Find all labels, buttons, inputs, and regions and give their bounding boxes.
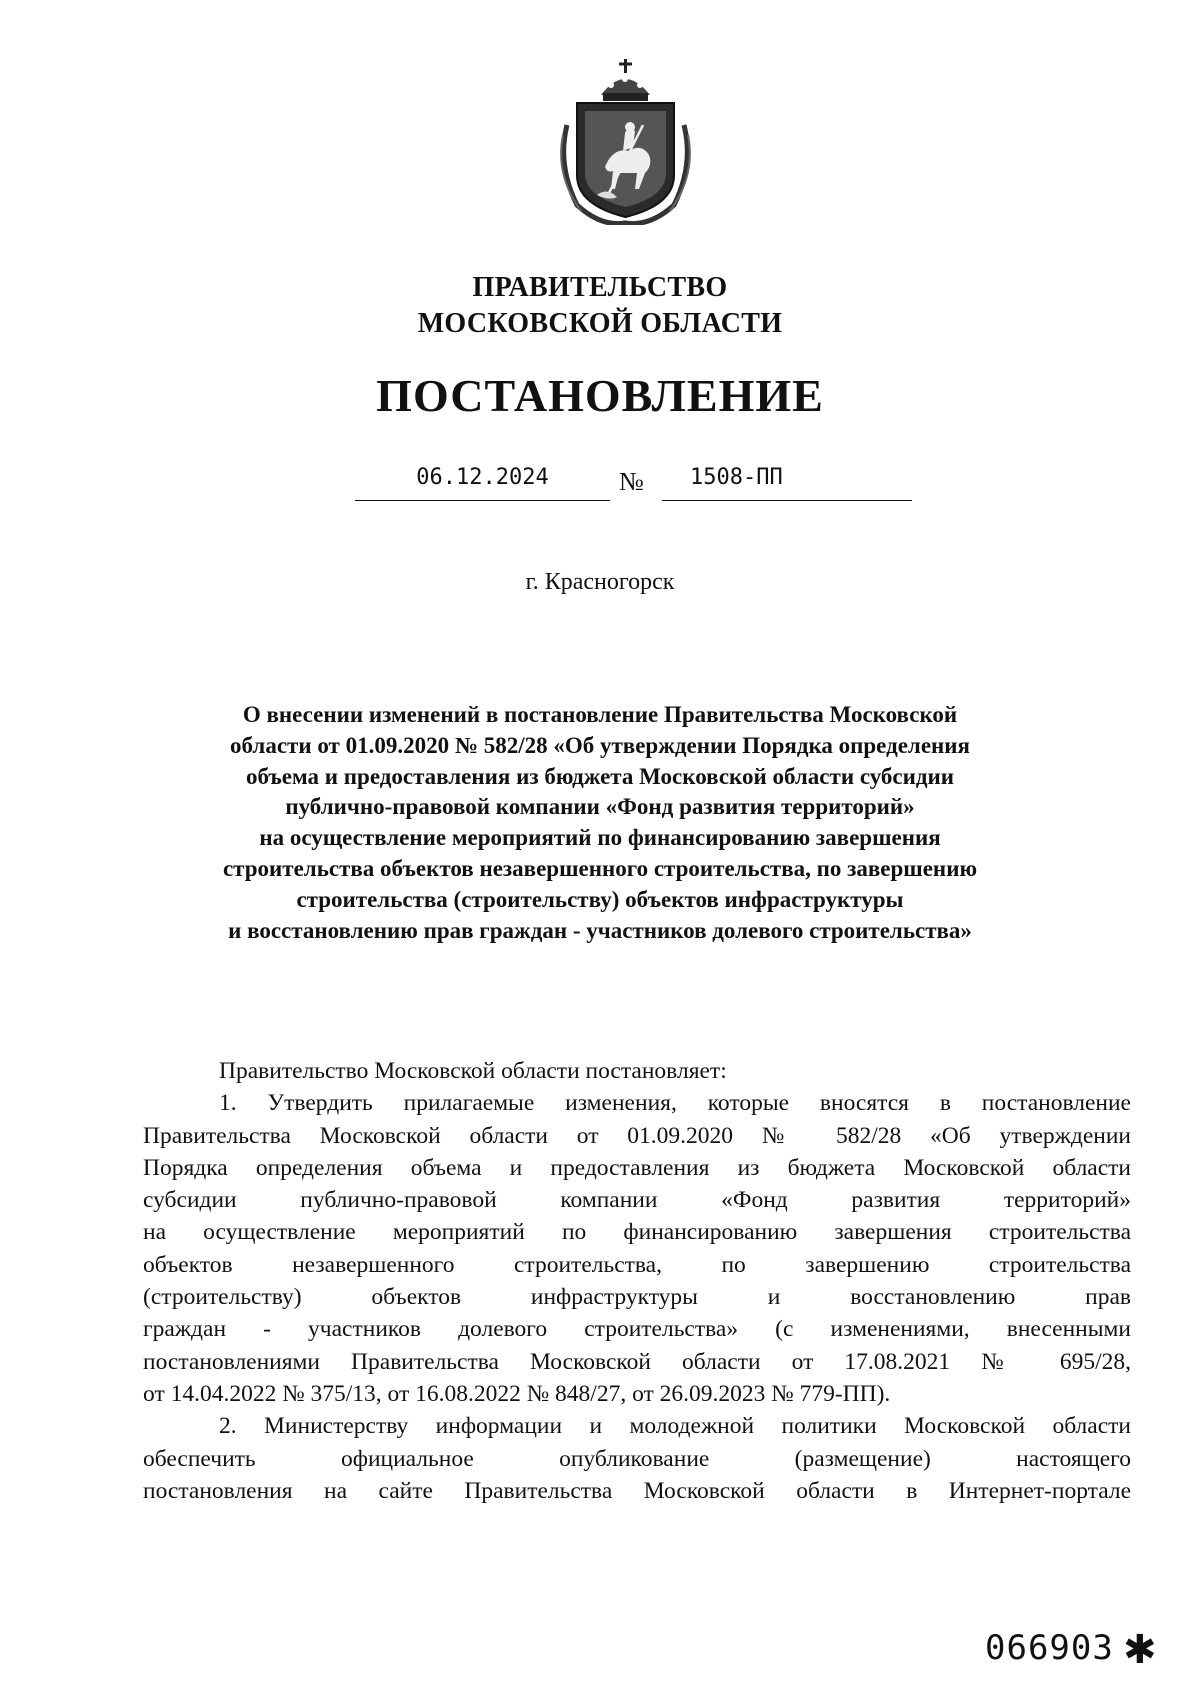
document-title <box>170 700 1030 946</box>
asterisk-mark: ✱ <box>1123 1627 1157 1673</box>
body-line: постановления на сайте Правительства Московской области в Интернет-портале <box>143 1477 1131 1504</box>
body-line: (строительству) объектов инфраструктуры и восстановлению прав <box>143 1284 1131 1311</box>
title-line: объема и предоставления из бюджета Московской области субсидии <box>245 763 955 789</box>
body-line: объектов незавершенного строительства, по завершению строительства <box>143 1251 1131 1278</box>
organization-name-line1: ПРАВИТЕЛЬСТВО <box>472 272 728 303</box>
body-line: Порядка определения объема и предоставления из бюджета Московской области <box>143 1154 1131 1181</box>
body-line: 2. Министерству информации и молодежной политики Московской области <box>219 1413 1131 1440</box>
document-number: 1508-ПП <box>690 465 783 490</box>
body-line: обеспечить официальное опубликование (размещение) настоящего <box>143 1445 1131 1472</box>
title-line: области от 01.09.2020 № 582/28 «Об утверждении Порядка определения <box>230 732 970 758</box>
body-line: граждан - участников долевого строительства» (с изменениями, внесенными <box>143 1316 1131 1343</box>
preamble-line: Правительство Московской области постановляет: <box>219 1058 727 1084</box>
title-line: публично-правовой компании «Фонд развития территорий» <box>285 794 915 820</box>
body-line: Правительства Московской области от 01.09.2020 № 582/28 «Об утверждении <box>143 1122 1131 1149</box>
document-number-field <box>662 462 912 501</box>
title-line: строительства (строительству) объектов инфраструктуры <box>296 886 904 912</box>
serial-number: 066903 <box>985 1628 1114 1668</box>
body-line: от 14.04.2022 № 375/13, от 16.08.2022 № 848/27, от 26.09.2023 № 779-ПП). <box>143 1380 891 1407</box>
body-line: на осуществление мероприятий по финансированию завершения строительства <box>143 1219 1131 1246</box>
document-body <box>143 1055 1131 1507</box>
city: г. Красногорск <box>525 569 675 595</box>
date-number-line <box>0 462 1200 506</box>
document-type: ПОСТАНОВЛЕНИЕ <box>376 370 824 421</box>
body-line: постановлениями Правительства Московской области от 17.08.2021 № 695/28, <box>143 1348 1131 1375</box>
number-sign: № <box>619 467 644 496</box>
body-line: субсидии публично-правовой компании «Фонд развития территорий» <box>143 1187 1131 1214</box>
title-line: на осуществление мероприятий по финансированию завершения <box>259 825 941 851</box>
body-line: 1. Утвердить прилагаемые изменения, которые вносятся в постановление <box>219 1090 1131 1117</box>
document-date: 06.12.2024 <box>355 462 610 501</box>
organization-name-line2: МОСКОВСКОЙ ОБЛАСТИ <box>417 308 783 339</box>
title-line: строительства объектов незавершенного строительства, по завершению <box>222 855 978 881</box>
coat-of-arms-icon <box>553 55 698 225</box>
title-line: и восстановлению прав граждан - участников долевого строительства» <box>228 917 972 943</box>
title-line: О внесении изменений в постановление Правительства Московской <box>242 702 958 727</box>
